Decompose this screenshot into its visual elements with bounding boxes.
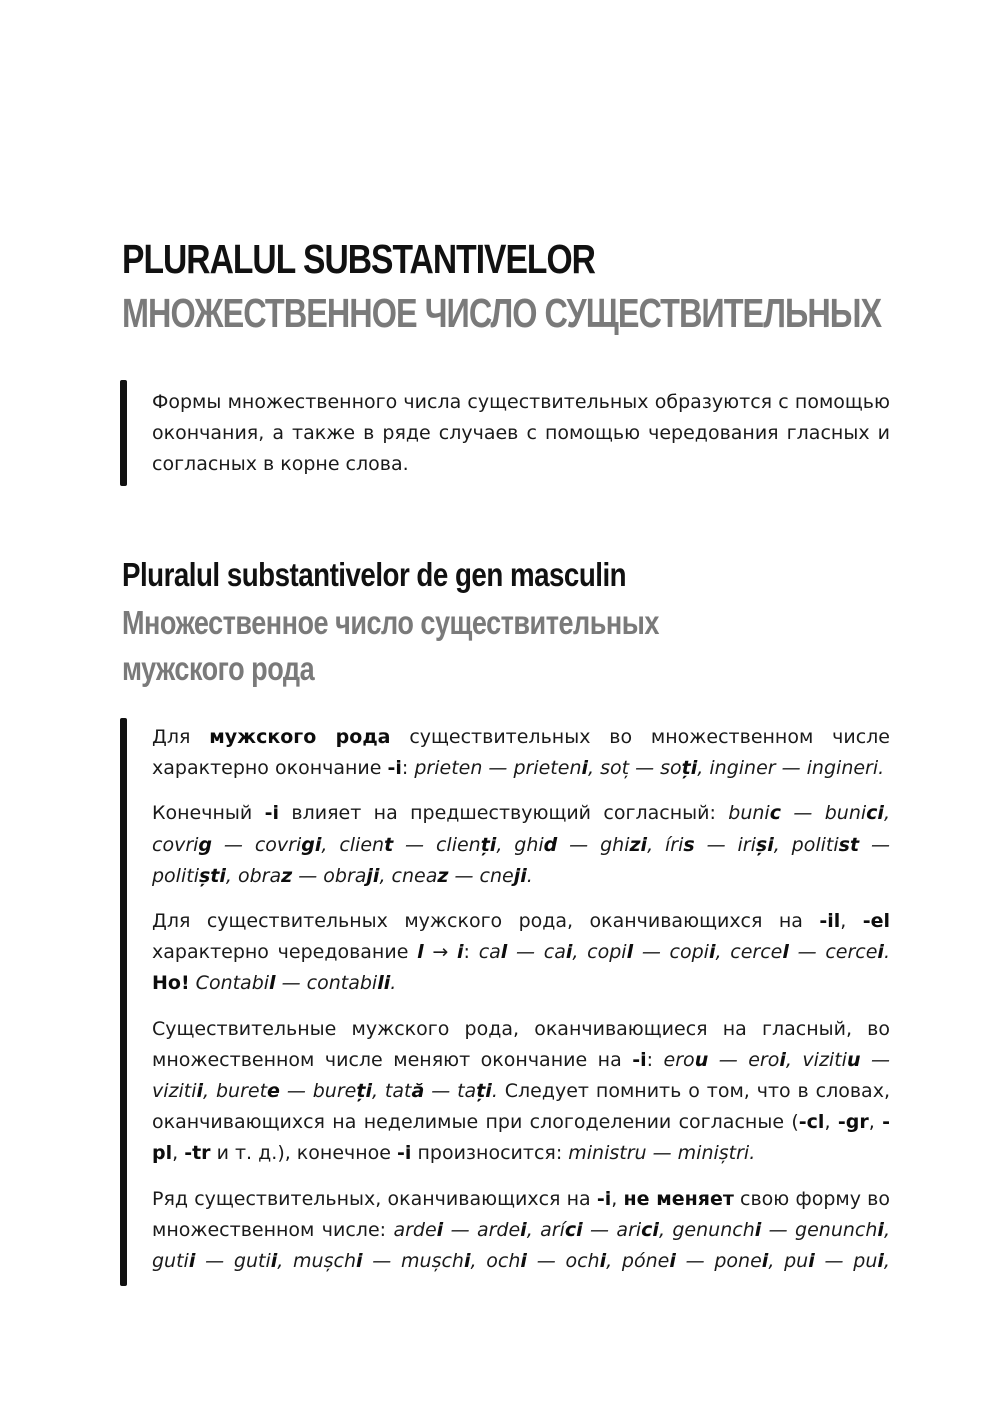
emphasis-text: i bbox=[754, 1218, 762, 1241]
example-text: póne bbox=[621, 1250, 670, 1273]
example-text: — politi bbox=[152, 833, 890, 887]
example-text: buret bbox=[215, 1080, 268, 1103]
example-text: — ta bbox=[424, 1080, 477, 1103]
emphasis-text: -i bbox=[632, 1048, 647, 1071]
example-text: — ari bbox=[582, 1218, 642, 1241]
example-text: , bbox=[883, 802, 890, 825]
body-paragraph: Существительные мужского рода, оканчивающиеся на гласный, во множественном числе меняют окончание на -i: erou — eroi, vizitiu — vizitii, burete — bureți, tată — tați. Следует помнить о том, что в словах, оканчивающихся на неделимые при слогоделении согласные (-cl, -gr, -pl, -tr и т. д.), конечное -i произносится: ministru — miniștri. bbox=[152, 1017, 890, 1165]
emphasis-text: i bbox=[463, 1250, 471, 1273]
example-text: soț — so bbox=[600, 757, 682, 780]
example-text: — bure bbox=[279, 1080, 357, 1103]
example-text: — covri bbox=[212, 833, 302, 856]
example-text: clien bbox=[339, 833, 385, 856]
emphasis-text: i bbox=[188, 1250, 196, 1273]
emphasis-text: i bbox=[669, 1250, 676, 1273]
emphasis-text: zi bbox=[629, 833, 648, 856]
emphasis-text: ci bbox=[564, 1218, 583, 1241]
example-text: , bbox=[203, 1080, 216, 1103]
emphasis-text: i bbox=[599, 1250, 607, 1273]
example-text: , bbox=[606, 1250, 622, 1273]
emphasis-text: -cl bbox=[798, 1111, 825, 1134]
body-paragraph: Для существительных мужского рода, оканчивающихся на -il, -el характерно чередование l → i: cal — cai, copil — copii, cercel — cercei. Но! Contabil — contabili. bbox=[152, 910, 890, 995]
example-text: — mușch bbox=[362, 1250, 464, 1273]
example-text: . bbox=[749, 1142, 756, 1165]
emphasis-text: l bbox=[417, 941, 424, 964]
emphasis-text: Но! bbox=[152, 972, 190, 995]
emphasis-text: i bbox=[196, 1080, 204, 1103]
example-text: pu bbox=[784, 1250, 809, 1273]
example-text: tat bbox=[384, 1080, 412, 1103]
example-text: prieten — prieten bbox=[414, 757, 582, 780]
body-accent-bar bbox=[120, 718, 127, 1286]
example-text: — och bbox=[526, 1250, 600, 1273]
emphasis-text: t bbox=[384, 833, 394, 856]
example-text: — pone bbox=[675, 1250, 762, 1273]
emphasis-text: i bbox=[436, 1218, 444, 1241]
page-title-romanian: PLURALUL SUBSTANTIVELOR bbox=[122, 236, 595, 282]
section-title-russian-line-1: Множественное число существительных bbox=[122, 604, 659, 641]
example-text: ghi bbox=[514, 833, 544, 856]
example-text: , bbox=[883, 1218, 890, 1241]
emphasis-text: ți bbox=[480, 833, 497, 856]
example-text: cnea bbox=[391, 864, 438, 887]
emphasis-text: gi bbox=[301, 833, 322, 856]
body-paragraph: Конечный -i влияет на предшествующий согласный: bunic — bunici, covrig — covrigi, client — clienți, ghid — ghizi, íris — iriși, politist — politiști, obraz — obraji, cneaz — cneji. bbox=[152, 802, 890, 887]
emphasis-text: l bbox=[269, 972, 276, 995]
emphasis-text: мужского рода bbox=[209, 726, 391, 748]
emphasis-text: i bbox=[581, 757, 588, 780]
emphasis-text: z bbox=[281, 864, 293, 887]
emphasis-text: li bbox=[377, 972, 391, 995]
example-text: obra bbox=[237, 864, 282, 887]
emphasis-text: d bbox=[543, 833, 558, 856]
emphasis-text: -il bbox=[819, 910, 841, 933]
emphasis-text: l bbox=[626, 941, 634, 964]
emphasis-text: ți bbox=[356, 1080, 372, 1103]
emphasis-text: i bbox=[761, 1250, 769, 1273]
example-text: buni bbox=[728, 802, 770, 825]
example-text: , bbox=[277, 1250, 294, 1273]
example-text: — buni bbox=[780, 802, 867, 825]
emphasis-text: ci bbox=[641, 1218, 659, 1241]
example-text: copi bbox=[587, 941, 627, 964]
example-text: — ca bbox=[507, 941, 566, 964]
example-text: mușch bbox=[293, 1250, 356, 1273]
example-text: . bbox=[526, 864, 533, 887]
example-text: ministru — miniștri bbox=[568, 1142, 750, 1165]
example-text: — ghi bbox=[557, 833, 630, 856]
example-text: — cne bbox=[448, 864, 514, 887]
intro-accent-bar bbox=[120, 380, 127, 486]
example-text: . bbox=[390, 972, 397, 995]
section-title-russian-line-2: мужского рода bbox=[122, 650, 315, 687]
emphasis-text: u bbox=[846, 1048, 861, 1071]
example-text: — cerce bbox=[788, 941, 878, 964]
emphasis-text: i bbox=[808, 1250, 815, 1273]
example-text: . bbox=[491, 1080, 505, 1103]
example-text: , bbox=[697, 757, 710, 780]
example-text: , bbox=[715, 941, 731, 964]
emphasis-text: c bbox=[769, 802, 781, 825]
example-text: genunch bbox=[672, 1218, 755, 1241]
example-text: , bbox=[379, 864, 392, 887]
example-text: → bbox=[423, 941, 458, 964]
emphasis-text: не меняет bbox=[623, 1187, 734, 1210]
example-text: . bbox=[878, 757, 885, 780]
emphasis-text: ă bbox=[411, 1080, 425, 1103]
example-text: , bbox=[773, 833, 792, 856]
example-text: , bbox=[321, 833, 340, 856]
emphasis-text: i bbox=[355, 1250, 363, 1273]
example-text: — genunch bbox=[761, 1218, 878, 1241]
section-title-romanian: Pluralul substantivelor de gen masculin bbox=[122, 556, 627, 593]
example-text: politi bbox=[791, 833, 839, 856]
example-text: — arde bbox=[443, 1218, 521, 1241]
example-text: — clien bbox=[393, 833, 481, 856]
emphasis-text: i bbox=[565, 941, 573, 964]
emphasis-text: ști bbox=[198, 864, 226, 887]
example-text: arde bbox=[393, 1218, 437, 1241]
example-text: , bbox=[785, 1048, 803, 1071]
example-text: . bbox=[883, 941, 890, 964]
example-text: , bbox=[470, 1250, 487, 1273]
example-text: och bbox=[486, 1250, 521, 1273]
example-text: , bbox=[572, 941, 588, 964]
emphasis-text: i bbox=[520, 1250, 527, 1273]
emphasis-text: i bbox=[779, 1048, 786, 1071]
emphasis-text: -pl bbox=[152, 1111, 890, 1165]
intro-paragraph: Формы множественного числа существительных образуются с помощью окончания, а также в ряде случаев с помощью чередования гласных и согласных в корне слова. bbox=[152, 391, 890, 475]
emphasis-text: ji bbox=[513, 864, 527, 887]
emphasis-text: ți bbox=[681, 757, 698, 780]
example-text: , bbox=[647, 833, 666, 856]
emphasis-text: i bbox=[520, 1218, 527, 1241]
example-text: , bbox=[883, 1250, 890, 1273]
example-text: , bbox=[526, 1218, 541, 1241]
example-text: íri bbox=[665, 833, 684, 856]
emphasis-text: -i bbox=[264, 802, 280, 825]
body-paragraph: Для мужского рода существительных во множественном числе характерно окончание -i: prieten — prieteni, soț — soți, inginer — ingineri. bbox=[152, 726, 890, 780]
emphasis-text: ți bbox=[476, 1080, 492, 1103]
example-text: , bbox=[588, 757, 601, 780]
emphasis-text: g bbox=[198, 833, 213, 856]
example-text: — ero bbox=[708, 1048, 780, 1071]
example-text: , bbox=[658, 1218, 673, 1241]
emphasis-text: -tr bbox=[184, 1142, 211, 1165]
example-text: inginer — ingineri bbox=[709, 757, 879, 780]
emphasis-text: și bbox=[755, 833, 774, 856]
example-text: guti bbox=[152, 1250, 189, 1273]
example-text: — obra bbox=[292, 864, 367, 887]
example-text: , bbox=[371, 1080, 385, 1103]
example-text: , bbox=[496, 833, 515, 856]
example-text: — viziti bbox=[152, 1048, 890, 1103]
page-title-russian: МНОЖЕСТВЕННОЕ ЧИСЛО СУЩЕСТВИТЕЛЬНЫХ bbox=[122, 290, 882, 336]
emphasis-text: i bbox=[708, 941, 716, 964]
emphasis-text: -el bbox=[862, 910, 890, 933]
example-text: — contabi bbox=[275, 972, 378, 995]
example-text: — iri bbox=[694, 833, 756, 856]
emphasis-text: s bbox=[683, 833, 695, 856]
emphasis-text: e bbox=[267, 1080, 280, 1103]
example-text: — guti bbox=[195, 1250, 271, 1273]
emphasis-text: u bbox=[694, 1048, 709, 1071]
emphasis-text: ci bbox=[866, 802, 884, 825]
emphasis-text: -i bbox=[397, 1142, 412, 1165]
emphasis-text: -gr bbox=[837, 1111, 869, 1134]
example-text: ca bbox=[478, 941, 501, 964]
emphasis-text: -i bbox=[387, 757, 402, 780]
emphasis-text: i bbox=[877, 941, 884, 964]
emphasis-text: i bbox=[877, 1250, 884, 1273]
emphasis-text: l bbox=[500, 941, 508, 964]
emphasis-text: st bbox=[838, 833, 860, 856]
section-body bbox=[152, 722, 890, 1291]
example-text: , bbox=[768, 1250, 785, 1273]
emphasis-text: ji bbox=[366, 864, 380, 887]
example-text: ero bbox=[663, 1048, 695, 1071]
emphasis-text: i bbox=[270, 1250, 278, 1273]
body-paragraph: Ряд существительных, оканчивающихся на -i, не меняет свою форму во множественном числе: ardei — ardei, aríci — arici, genunchi — genunchi, gutii — gutii, mușchi — mușchi, ochi — ochi, pónei — ponei, pui — pui, bbox=[152, 1187, 890, 1273]
example-text: viziti bbox=[802, 1048, 847, 1071]
emphasis-text: z bbox=[437, 864, 449, 887]
example-text: , bbox=[225, 864, 238, 887]
example-text: Contabi bbox=[195, 972, 270, 995]
example-text: covri bbox=[152, 833, 199, 856]
example-text: cerce bbox=[730, 941, 783, 964]
example-text: — copi bbox=[633, 941, 709, 964]
emphasis-text: l bbox=[782, 941, 789, 964]
emphasis-text: -i bbox=[596, 1187, 612, 1210]
example-text: — pu bbox=[814, 1250, 878, 1273]
example-text: arí bbox=[540, 1218, 565, 1241]
emphasis-text: i bbox=[457, 941, 464, 964]
emphasis-text: i bbox=[877, 1218, 884, 1241]
